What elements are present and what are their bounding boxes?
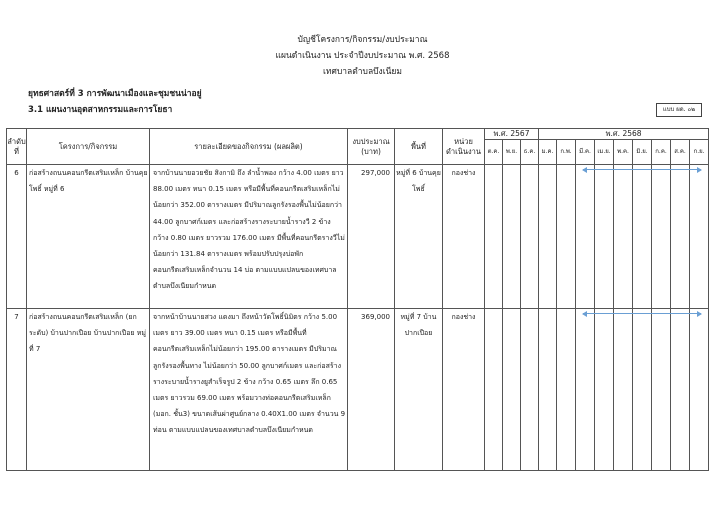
header-title: บัญชีโครงการ/กิจกรรม/งบประมาณ [297,35,428,45]
row-project: ก่อสร้างถนนคอนกรีตเสริมเหล็ก (ยกระดับ) บ้านปากเปือย บ้านปากเปือย หมู่ที่ 7 [27,309,150,471]
month-cell [633,309,652,471]
month-cell [539,309,557,471]
table-row [7,165,709,309]
header-area: พื้นที่ [395,129,443,165]
month-cell [671,309,690,471]
month-cell [521,165,539,309]
month-cell [485,165,503,309]
month-cell [614,309,633,471]
header-project: โครงการ/กิจกรรม [27,129,150,165]
row-agency: กองช่าง [443,165,485,309]
header-budget: งบประมาณ (บาท) [348,129,395,165]
row-details: จากหน้าบ้านนายสวง แดงมา ถึงหน้าวัดโพธิ์นิมิตร กว้าง 5.00 เมตร ยาว 39.00 เมตร หนา 0.15 เมตร หรือมีพื้นที่คอนกรีตเสริมเหล็กไม่น้อยกว่า 195.00 ตารางเมตร มีปริมาณลูกรังรองพื้นทาง ไม่น้อยกว่า 50.00 ลูกบาศก์เมตร และก่อสร้างรางระบายน้ำรางยูสำเร็จรูป 2 ข้าง กว้าง 0.65 เมตร ลึก 0.65 เมตร ยาวรวม 69.00 เมตร พร้อมวางท่อคอนกรีตเสริมเหล็ก (มอก. ชั้น3) ขนาดเส้นผ่าศูนย์กลาง 0.40X1.00 เมตร จำนวน 9 ท่อน ตามแบบแปลนของเทศบาลตำบลบึงเนียมกำหนด [150,309,348,471]
month-header: มี.ค. [576,140,595,165]
timeline-arrow [583,169,701,170]
month-header: พ.ย. [503,140,521,165]
header-details: รายละเอียดของกิจกรรม (ผลผลิต) [150,129,348,165]
header-agency: หน่วย ดำเนินงาน [443,129,485,165]
month-header: มิ.ย. [633,140,652,165]
row-area: หมู่ที่ 7 บ้านปากเปือย [395,309,443,471]
row-details: จากบ้านนายอวยชัย สิงกามิ ถึง ลำน้ำพอง กว้าง 4.00 เมตร ยาว 88.00 เมตร หนา 0.15 เมตร หรือมีพื้นที่คอนกรีตเสริมเหล็กไม่น้อยกว่า 352.00 ตารางเมตร มีปริมาณลูกรังรองพื้นไม่น้อยกว่า 44.00 ลูกบาศก์เมตร และก่อสร้างรางระบายน้ำรางวี 2 ข้าง กว้าง 0.80 เมตร ยาวรวม 176.00 เมตร มีพื้นที่คอนกรีตรางวีไม่น้อยกว่า 131.84 ตารางเมตร พร้อมปรับปรุงบ่อพักคอนกรีตเสริมเหล็กจำนวน 14 บ่อ ตามแบบแปลนของเทศบาลตำบลบึงเนียมกำหนด [150,165,348,309]
row-area: หมู่ที่ 6 บ้านคุยโพธิ์ [395,165,443,309]
month-cell [690,309,709,471]
header-year-2567: พ.ศ. 2567 [485,129,539,140]
month-cell [633,165,652,309]
month-cell [671,165,690,309]
month-cell [503,165,521,309]
month-header: เม.ย. [595,140,614,165]
header-seq: ลำดับที่ [7,129,27,165]
month-cell [539,165,557,309]
month-cell [652,165,671,309]
month-cell [557,309,576,471]
project-table [6,128,709,471]
month-header: ก.พ. [557,140,576,165]
plan-title: 3.1 แผนงานอุตสาหกรรมและการโยธา [28,105,173,115]
header-agency: เทศบาลตำบลบึงเนียม [322,67,403,77]
row-seq: 7 [7,309,27,471]
month-cell [485,309,503,471]
month-cell [576,309,595,471]
month-cell [690,165,709,309]
month-header: ม.ค. [539,140,557,165]
header-plan: แผนดำเนินงาน ประจำปีงบประมาณ พ.ศ. 2568 [275,51,450,61]
form-code-box: แบบ ผด. ๐๒ [656,103,702,117]
month-header: ก.ค. [652,140,671,165]
month-cell [652,309,671,471]
row-agency: กองช่าง [443,309,485,471]
row-seq: 6 [7,165,27,309]
strategy-title: ยุทธศาสตร์ที่ 3 การพัฒนาเมืองและชุมชนน่าอยู่ [28,89,202,99]
month-cell [595,309,614,471]
month-header: ต.ค. [485,140,503,165]
row-project: ก่อสร้างถนนคอนกรีตเสริมเหล็ก บ้านคุยโพธิ์ หมู่ที่ 6 [27,165,150,309]
month-header: พ.ค. [614,140,633,165]
month-cell [521,309,539,471]
month-cell [614,165,633,309]
month-header: ธ.ค. [521,140,539,165]
header-year-2568: พ.ศ. 2568 [539,129,709,140]
month-header: ก.ย. [690,140,709,165]
row-budget: 297,000 [348,165,395,309]
month-cell [576,165,595,309]
month-header: ส.ค. [671,140,690,165]
timeline-arrow [583,313,701,314]
month-cell [557,165,576,309]
table-row [7,309,709,471]
row-budget: 369,000 [348,309,395,471]
month-cell [503,309,521,471]
month-cell [595,165,614,309]
